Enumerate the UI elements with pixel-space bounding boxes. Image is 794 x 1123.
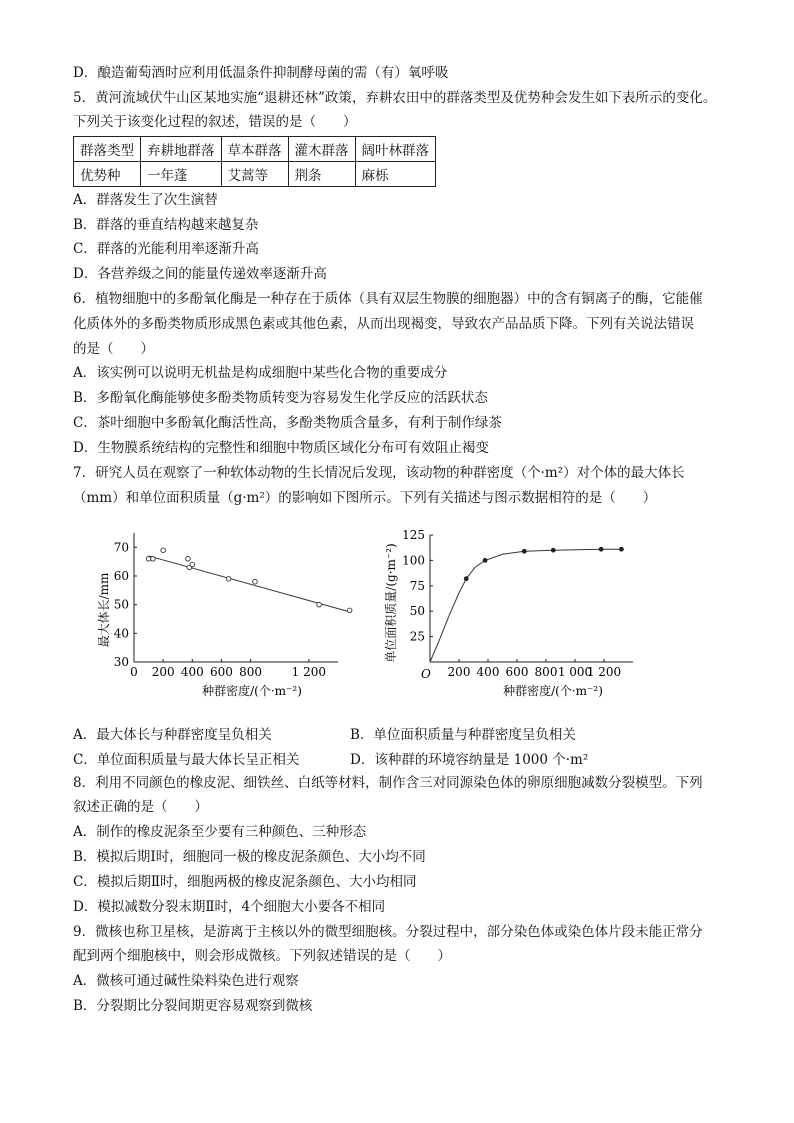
q6-option-a: A．该实例可以说明无机盐是构成细胞中某些化合物的重要成分 [73, 365, 448, 381]
data-point [551, 548, 556, 553]
data-point [483, 558, 488, 563]
data-point [619, 547, 624, 552]
q8-stem-line1: 8．利用不同颜色的橡皮泥、细铁丝、白纸等材料，制作含三对同源染色体的卵原细胞减数分裂模型。下列 [73, 775, 703, 791]
q7-option-b: B．单位面积质量与种群密度呈负相关 [350, 727, 576, 743]
q5-option-a: A．群落发生了次生演替 [73, 192, 218, 208]
table-row [74, 137, 436, 162]
q8-option-c: C．模拟后期Ⅱ时，细胞两极的橡皮泥条颜色、大小均相同 [73, 874, 417, 890]
q5-option-c: C．群落的光能利用率逐渐升高 [73, 241, 259, 257]
table-cell: 麻栎 [355, 162, 436, 187]
y-axis-label: 单位面积质量/(g·m⁻²) [384, 543, 398, 663]
y-tick-label: 100 [402, 553, 425, 568]
table-cell: 弃耕地群落 [141, 137, 222, 162]
y-tick-label: 60 [113, 569, 129, 583]
q6-option-d: D．生物膜系统结构的完整性和细胞中物质区域化分布可有效阻止褐变 [73, 440, 489, 456]
table-cell: 阔叶林群落 [355, 137, 436, 162]
y-tick-label: 30 [113, 655, 129, 669]
q6-option-c: C．茶叶细胞中多酚氧化酶活性高，多酚类物质含量多，有利于制作绿茶 [73, 415, 502, 431]
data-point [226, 577, 231, 582]
growth-curve [430, 549, 621, 662]
x-tick-label: 400 [476, 665, 500, 679]
q5-option-b: B．群落的垂直结构越来越复杂 [73, 217, 259, 233]
y-tick-label: 70 [113, 540, 129, 555]
x-tick-label: 600 [209, 665, 233, 679]
x-tick-label: 600 [505, 665, 529, 679]
q9-stem-line2: 配到两个细胞核中，则会形成微核。下列叙述错误的是（ ） [73, 948, 451, 964]
q7-options-row2 [73, 748, 733, 768]
x-tick-label: 1 000 [557, 665, 593, 679]
x-tick-label: 800 [534, 665, 558, 679]
q8-option-d: D．模拟减数分裂末期Ⅱ时，4个细胞大小要各不相同 [73, 899, 386, 915]
q7-options-row1 [73, 723, 733, 743]
x-tick-label: 1 200 [291, 665, 327, 679]
y-tick-label: 50 [409, 604, 425, 619]
table-row [74, 162, 436, 187]
q5-option-d: D．各营养级之间的能量传递效率逐渐升高 [73, 266, 327, 282]
q4-option-d: D．酿造葡萄酒时应利用低温条件抑制酵母菌的需（有）氧呼吸 [73, 65, 449, 81]
x-tick-label: 1 200 [586, 665, 622, 679]
q5-stem-line1: 5．黄河流域伏牛山区某地实施“退耕还林”政策，弃耕农田中的群落类型及优势种会发生如下表所示的变化。 [73, 90, 717, 106]
x-tick-label: 200 [151, 665, 175, 679]
q5-stem-line2: 下列关于该变化过程的叙述，错误的是（ ） [73, 114, 357, 130]
q7-stem-line1: 7．研究人员在观察了一种软体动物的生长情况后发现，该动物的种群密度（个·m²）对个体的最大体长 [73, 465, 685, 481]
y-axis-label: 最大体长/mm [97, 572, 111, 648]
data-point [522, 549, 527, 554]
q5-succession-table [73, 136, 436, 187]
q6-stem-line1: 6．植物细胞中的多酚氧化酶是一种存在于质体（具有双层生物膜的细胞器）中的含有铜离子的酶，它能催 [73, 291, 703, 307]
q6-stem-line2: 化质体外的多酚类物质形成黑色素或其他色素，从而出现褐变，导致农产品品质下降。下列有关说法错误 [73, 316, 694, 332]
q8-stem-line2: 叙述正确的是（ ） [73, 799, 208, 815]
data-point [190, 562, 195, 567]
x-tick-label: 0 [130, 665, 138, 679]
origin-label: O [421, 667, 431, 681]
x-axis-label: 种群密度/(个·m⁻²) [202, 684, 302, 698]
y-tick-label: 75 [409, 578, 425, 593]
data-point [347, 608, 352, 613]
data-point [599, 547, 604, 552]
q7-option-a: A．最大体长与种群密度呈负相关 [73, 727, 272, 743]
body-length-chart [95, 525, 355, 710]
q6-option-b: B．多酚氧化酶能够使多酚类物质转变为容易发生化学反应的活跃状态 [73, 390, 488, 406]
table-cell: 艾蒿等 [221, 162, 288, 187]
data-point [464, 576, 469, 581]
q9-option-a: A．微核可通过碱性染料染色进行观察 [73, 973, 299, 989]
data-point [151, 557, 156, 562]
q8-option-b: B．模拟后期Ⅰ时，细胞同一极的橡皮泥条颜色、大小均不同 [73, 849, 426, 865]
x-tick-label: 200 [447, 665, 471, 679]
q8-option-a: A．制作的橡皮泥条至少要有三种颜色、三种形态 [73, 824, 367, 840]
data-point [253, 579, 258, 584]
table-cell: 灌木群落 [288, 137, 355, 162]
y-tick-label: 125 [402, 528, 425, 542]
y-tick-label: 40 [113, 626, 129, 641]
x-axis-label: 种群密度/(个·m⁻²) [503, 684, 603, 698]
q9-option-b: B．分裂期比分裂间期更容易观察到微核 [73, 998, 313, 1014]
table-cell: 群落类型 [74, 137, 141, 162]
table-cell: 优势种 [74, 162, 141, 187]
q7-option-c: C．单位面积质量与最大体长呈正相关 [73, 752, 300, 768]
y-tick-label: 50 [113, 597, 129, 612]
table-cell: 一年蓬 [141, 162, 222, 187]
table-cell: 荆条 [288, 162, 355, 187]
q6-stem-line3: 的是（ ） [73, 341, 154, 357]
x-tick-label: 800 [239, 665, 263, 679]
data-point [317, 602, 322, 607]
data-point [146, 557, 151, 562]
mass-per-area-chart [378, 525, 648, 710]
q9-stem-line1: 9．微核也称卫星核，是游离于主核以外的微型细胞核。分裂过程中，部分染色体或染色体片段未能正常分 [73, 924, 703, 940]
y-tick-label: 25 [409, 629, 425, 644]
q7-option-d: D．该种群的环境容纳量是 1000 个·m² [350, 752, 589, 768]
data-point [161, 548, 166, 553]
data-point [186, 557, 191, 562]
table-cell: 草本群落 [221, 137, 288, 162]
x-tick-label: 400 [180, 665, 204, 679]
q7-stem-line2: （mm）和单位面积质量（g·m²）的影响如下图所示。下列有关描述与图示数据相符的是（ ） [73, 490, 657, 506]
